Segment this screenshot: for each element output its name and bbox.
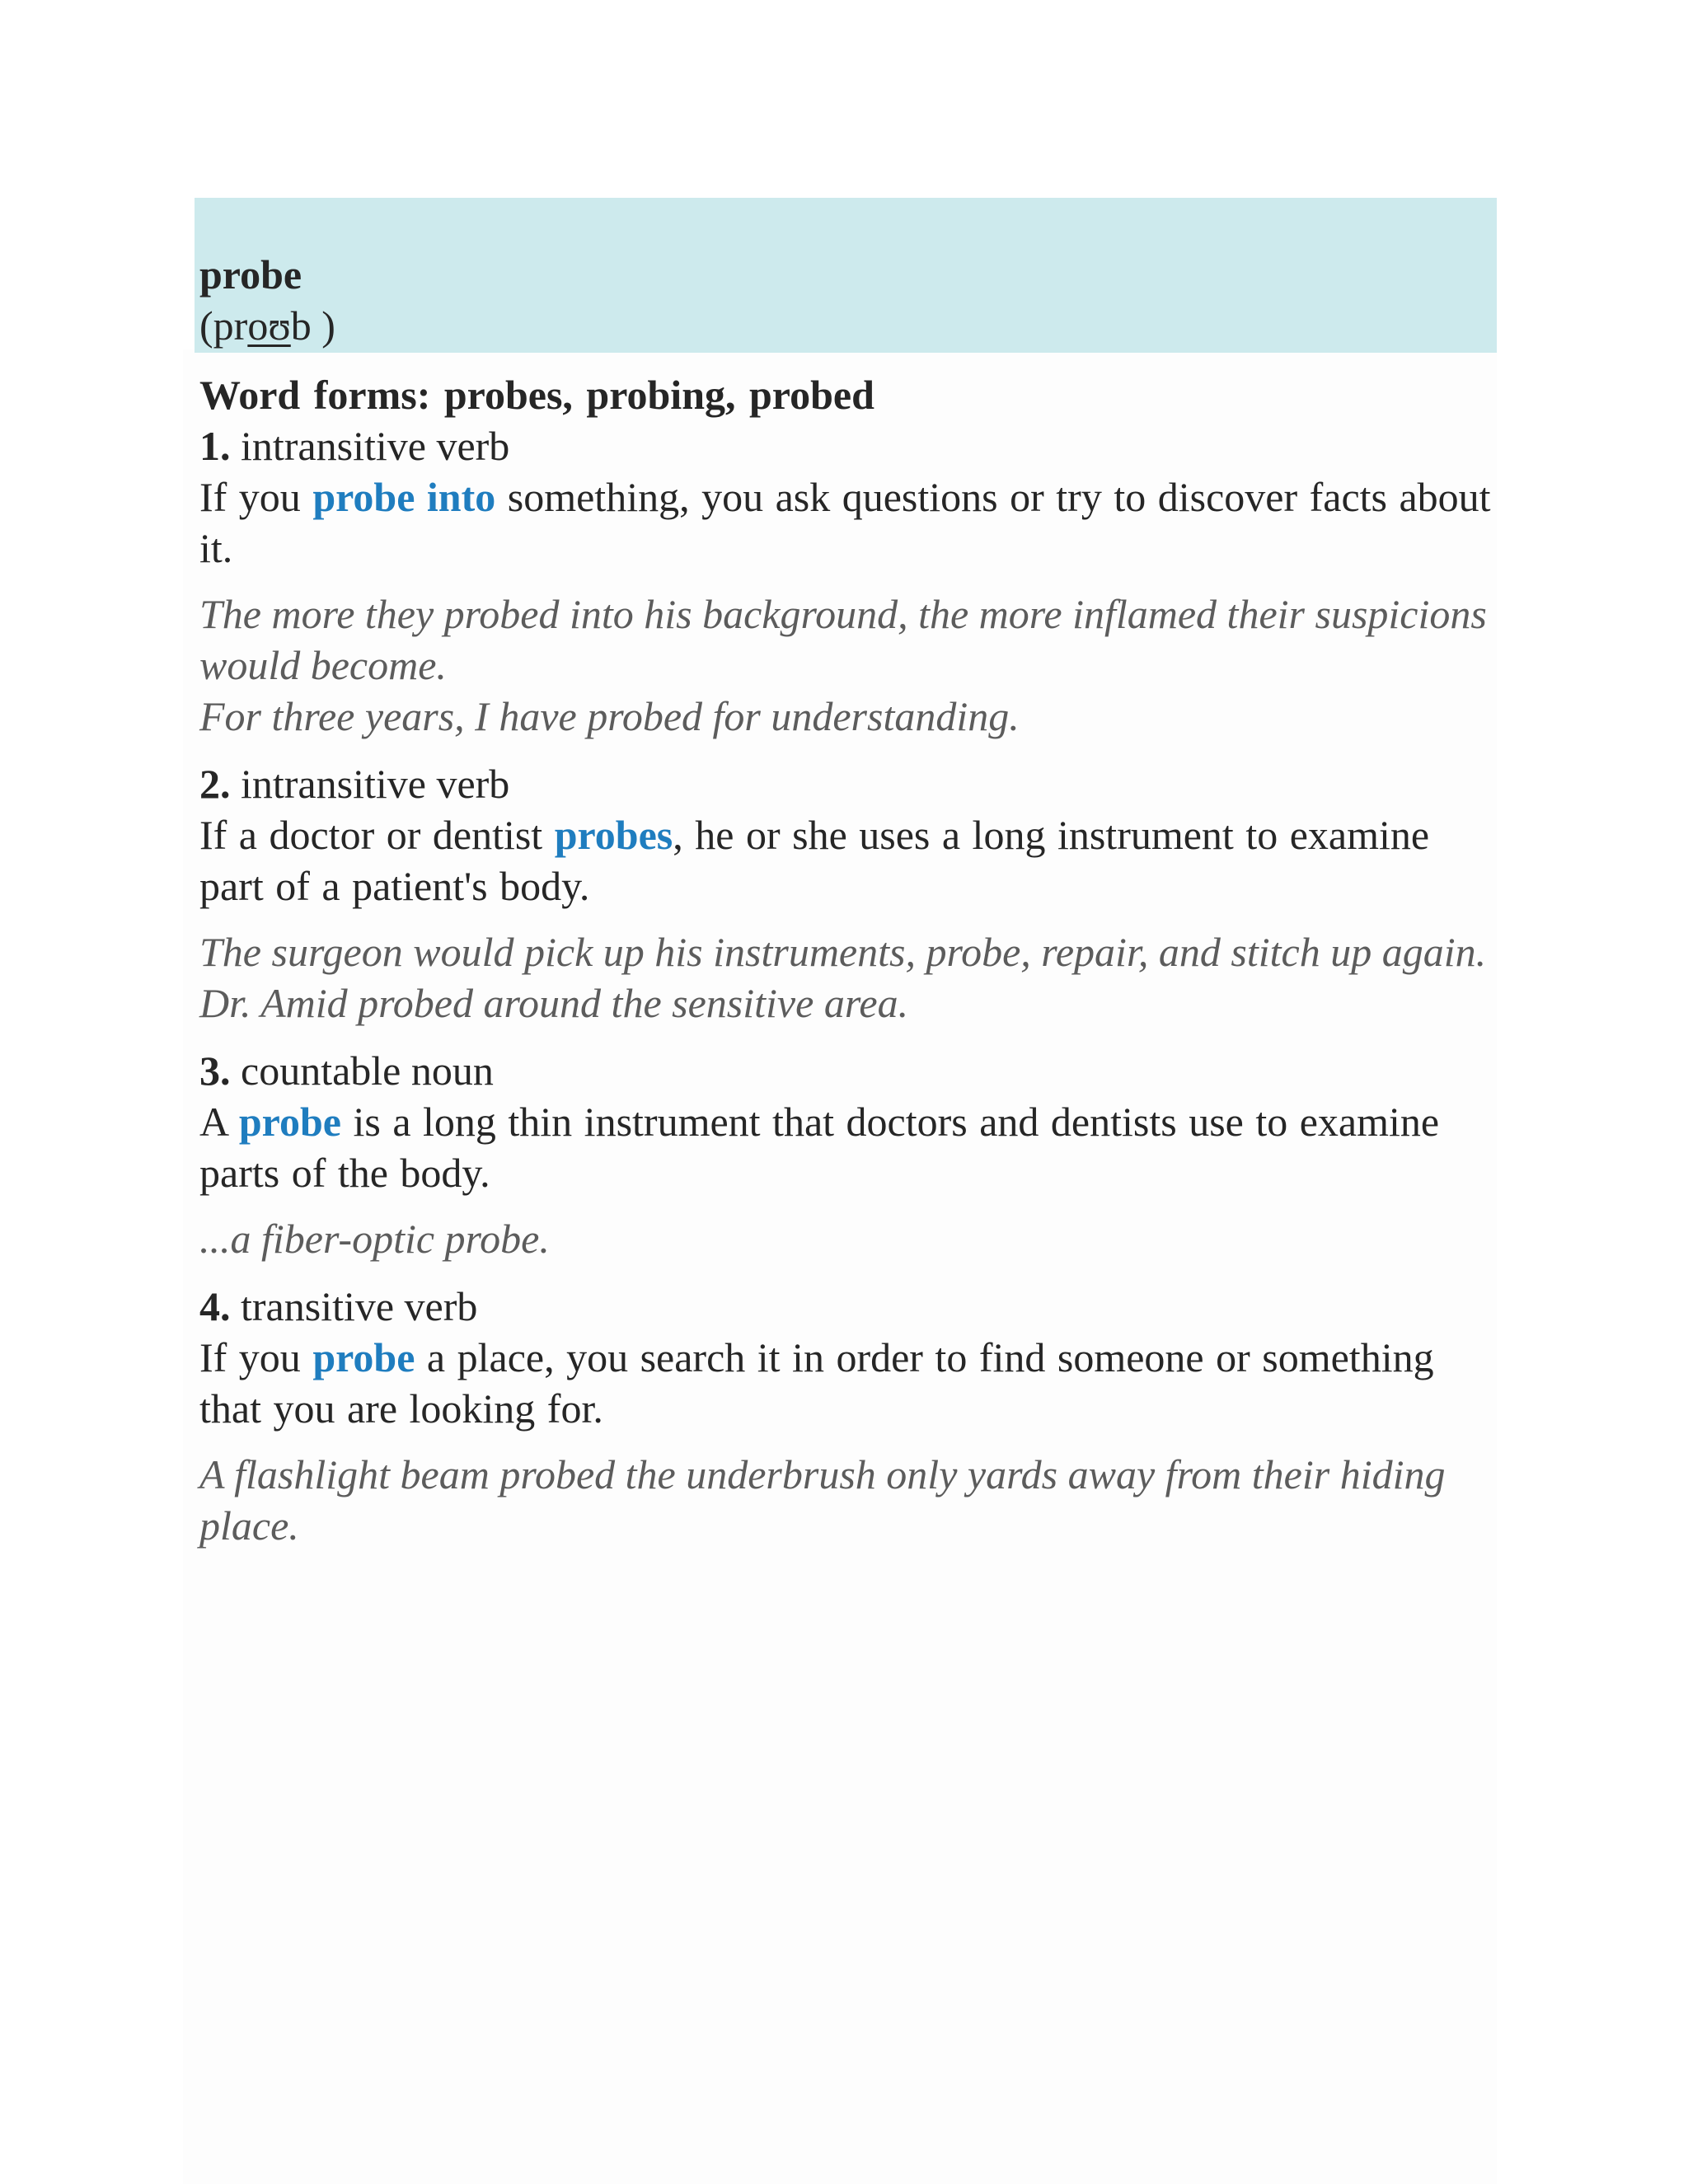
keyword-link[interactable]: probe [238, 1099, 341, 1145]
sense-number: 3. [199, 1047, 231, 1094]
sense-head [199, 1045, 1497, 1096]
definition [199, 1096, 1497, 1198]
sense-4 [199, 1281, 1497, 1551]
example-sentence: The more they probed into his background, the more inflamed their suspicions would become. [199, 591, 1487, 688]
word-forms [199, 369, 1497, 420]
part-of-speech: intransitive verb [241, 423, 510, 469]
sense-3 [199, 1045, 1497, 1264]
headword: probe [199, 251, 302, 298]
definition-text: A [199, 1099, 239, 1145]
definition-text: If you [199, 474, 313, 520]
part-of-speech: transitive verb [241, 1283, 478, 1329]
examples [199, 1213, 1497, 1264]
example-sentence: The surgeon would pick up his instruments, probe, repair, and stitch up again. [199, 929, 1487, 975]
examples [199, 588, 1497, 742]
keyword-link[interactable]: probe into [312, 474, 496, 520]
definition-text: is a long thin instrument that doctors and dentists use to examine parts of the body. [199, 1099, 1440, 1196]
part-of-speech: countable noun [241, 1047, 494, 1094]
sense-number: 1. [199, 423, 231, 469]
pronunciation-underlined: oʊ [247, 302, 291, 349]
example-sentence: ...a fiber-optic probe. [199, 1216, 550, 1262]
example-sentence: For three years, I have probed for understanding. [199, 693, 1020, 739]
dictionary-entry [199, 249, 1497, 1551]
example-sentence: Dr. Amid probed around the sensitive area. [199, 980, 909, 1026]
definition-text: something, you ask questions or try to discover facts about it. [199, 474, 1491, 571]
definition [199, 809, 1497, 912]
sense-head [199, 1281, 1497, 1332]
definition-text: If you [199, 1334, 313, 1380]
sense-head [199, 758, 1497, 809]
keyword-link[interactable]: probes [554, 812, 673, 858]
pronunciation-close: b ) [290, 302, 335, 349]
keyword-link[interactable]: probe [312, 1334, 415, 1380]
pronunciation [199, 300, 1497, 351]
definition-text: If a doctor or dentist [199, 812, 555, 858]
sense-number: 2. [199, 761, 231, 807]
definition-text: , he or she uses a long instrument to examine part of a patient's body. [199, 812, 1430, 909]
sense-1 [199, 420, 1497, 742]
sense-2 [199, 758, 1497, 1029]
definition [199, 471, 1497, 574]
sense-head [199, 420, 1497, 471]
examples [199, 926, 1497, 1029]
word-forms-label: Word forms: [199, 372, 431, 418]
sense-number: 4. [199, 1283, 231, 1329]
pronunciation-open: (pr [199, 302, 248, 349]
definition-text: a place, you search it in order to find someone or something that you are looking for. [199, 1334, 1434, 1432]
examples [199, 1449, 1497, 1551]
part-of-speech: intransitive verb [241, 761, 510, 807]
definition [199, 1332, 1497, 1434]
example-sentence: A flashlight beam probed the underbrush only yards away from their hiding place. [199, 1451, 1446, 1549]
word-forms-list: probes, probing, probed [443, 372, 874, 418]
